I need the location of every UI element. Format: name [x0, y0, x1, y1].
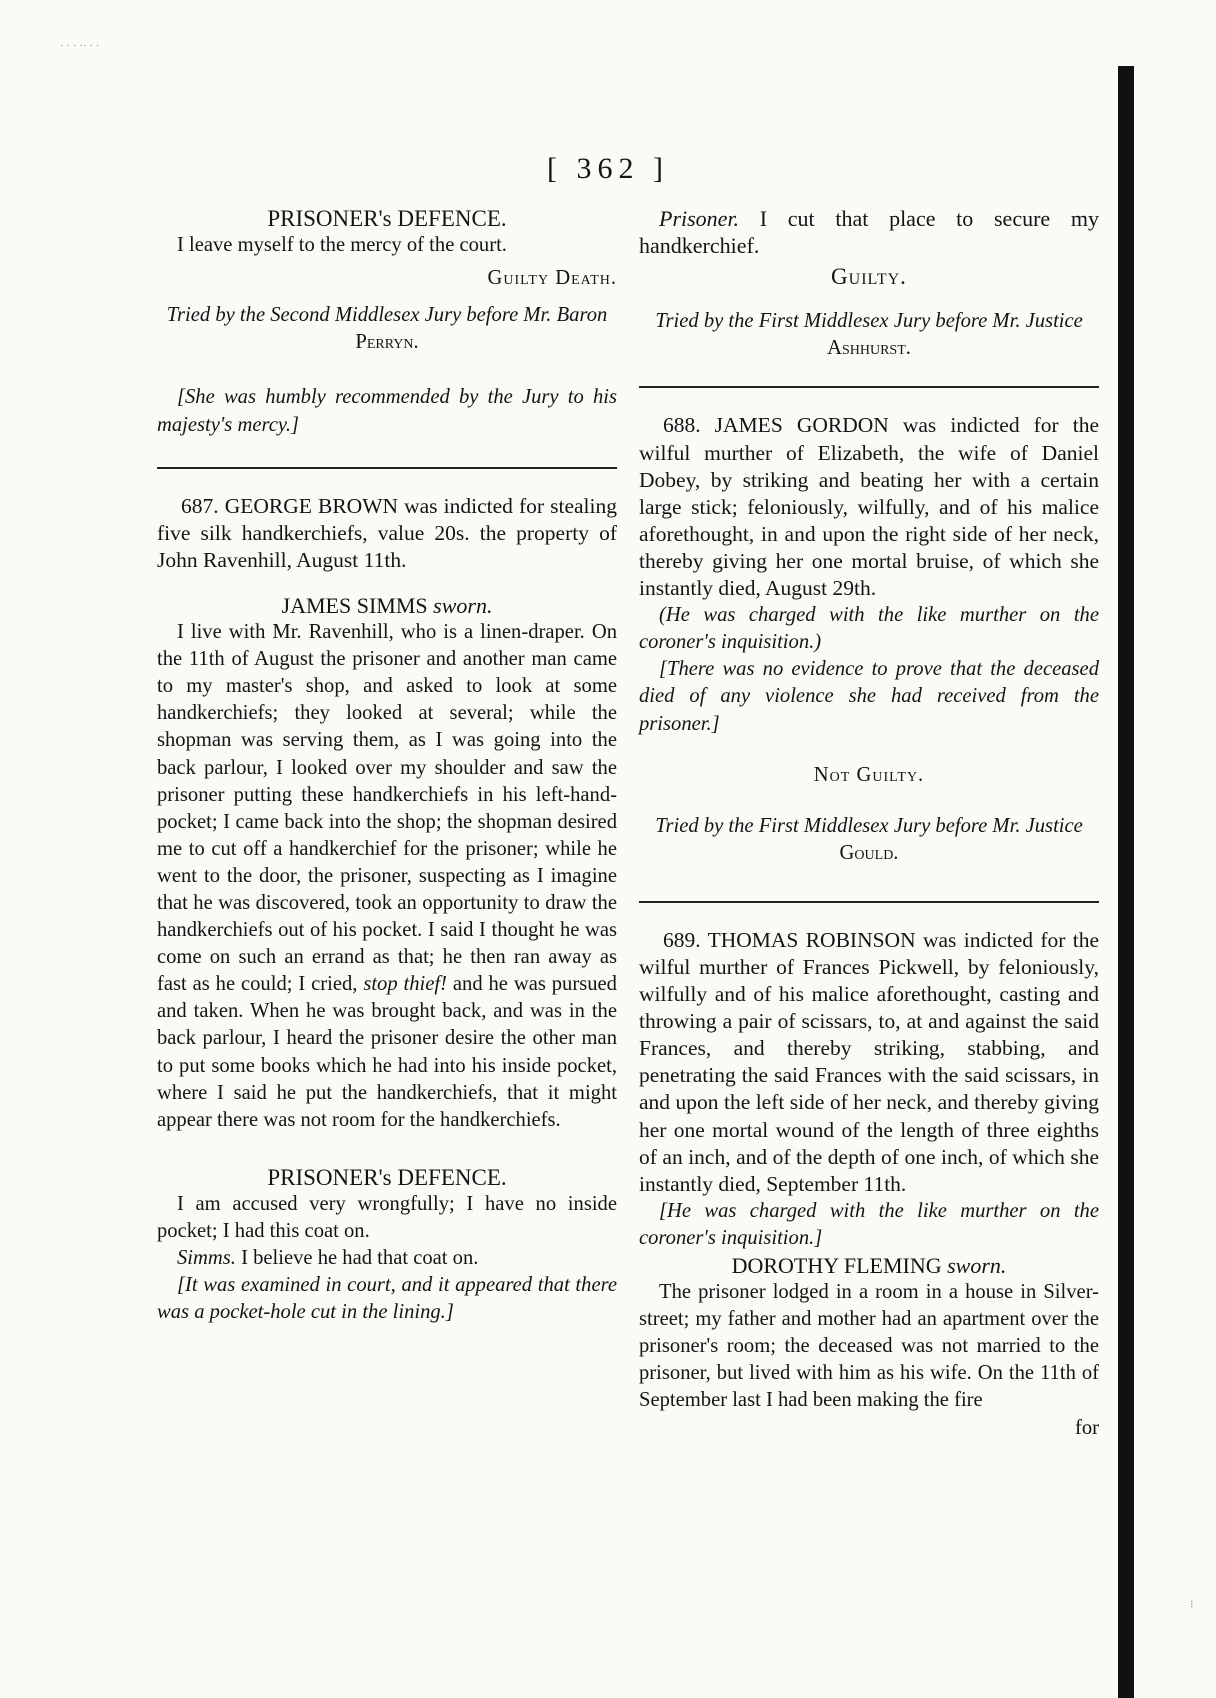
- section-divider: [157, 467, 617, 469]
- trial-note-prefix: Tried by the First Middlesex Jury before Mr.: [655, 310, 1021, 333]
- case-687-text: was indicted for stealing five silk handkerchiefs, value 20s. the property of John Ravenhill, August 11th.: [157, 493, 618, 572]
- trial-note-title: Justice: [1025, 310, 1083, 333]
- prisoner-defence-heading: PRISONER's DEFENCE.: [267, 206, 507, 231]
- trial-note-title: Justice: [1025, 814, 1083, 837]
- witness-sworn: sworn.: [433, 592, 493, 618]
- testimony-part-1: I live with Mr. Ravenhill, who is a linen-draper. On the 11th of August the prisoner and another man came to my master's shop, and asked to look at some handkerchiefs; they looked at several; while the shopman was serving them, as I was going into the back parlour, I looked over my shoulder and saw the prisoner putting these handkerchiefs in his left-hand-pocket; I came back into the shop; the shopman desired me to cut off a handkerchief for the prisoner; while he went to the door, the prisoner, suspecting as I imagine that he was discovered, took an opportunity to draw the handkerchiefs out of his pocket. I said I thought he was come on such an errand as that; he then ran away as fast as he could; I cried,: [157, 621, 617, 996]
- court-examination-note: [It was examined in court, and it appeared that there was a pocket-hole cut in the lining.]: [157, 1274, 617, 1324]
- case-687-entry: [157, 493, 617, 574]
- witness-heading: [639, 1252, 1099, 1279]
- trial-note: [639, 813, 1099, 867]
- case-689-entry: [639, 927, 1099, 1198]
- prisoner-statement: [639, 205, 1099, 259]
- prisoner-statement-text: I cut that place to secure my handkerchief.: [639, 206, 1099, 259]
- witness-name: DOROTHY FLEMING: [731, 1253, 942, 1278]
- coroner-note-2: [He was charged with the like murther on the coroner's inquisition.]: [639, 1199, 1099, 1249]
- verdict-guilty: Guilty.: [831, 264, 907, 290]
- simms-reply-text: I believe he had that coat on.: [241, 1247, 479, 1270]
- case-688-heading: 688. JAMES GORDON: [663, 413, 889, 438]
- evidence-note: [There was no evidence to prove that the deceased died of any violence she had received from the prisoner.]: [639, 658, 1099, 735]
- trial-note-prefix: Tried by the Second Middlesex Jury before Mr.: [166, 304, 552, 327]
- testimony-cry: stop thief!: [363, 973, 447, 996]
- catchword: for: [1074, 1416, 1099, 1439]
- witness-heading: [157, 592, 617, 619]
- case-689-heading: 689. THOMAS ROBINSON: [663, 927, 916, 952]
- case-688-text: was indicted for the wilful murther of Elizabeth, the wife of Daniel Dobey, by striking and beating her with a certain large stick; feloniously, wilfully, and of his malice aforethought, in and upon the right side of her neck, thereby giving her one mortal bruise, of which she instantly died, August 29th.: [639, 413, 1100, 601]
- scan-speck: ⁝: [1190, 1599, 1194, 1611]
- binding-edge-shadow: [1118, 66, 1134, 1698]
- section-divider: [639, 386, 1099, 388]
- witness-testimony: [157, 619, 617, 1134]
- section-divider: [639, 901, 1099, 903]
- right-column: [639, 205, 1099, 1442]
- speaker-label: Simms.: [177, 1247, 236, 1270]
- trial-note-title: Baron: [556, 304, 608, 327]
- trial-note-prefix: Tried by the First Middlesex Jury before Mr.: [655, 814, 1021, 837]
- witness-sworn: sworn.: [947, 1253, 1007, 1278]
- speaker-label: Prisoner.: [659, 206, 740, 231]
- defence-statement: I leave myself to the mercy of the court.: [177, 234, 507, 257]
- judge-name: Ashhurst.: [827, 337, 911, 360]
- case-689-text: was indicted for the wilful murther of Frances Pickwell, by feloniously, wilfully and of his malice aforethought, casting and throwing a pair of scissars, to, at and against the said Frances, and thereby striking, stabbing, and penetrating the said Frances with the said scissars, in and upon the left side of her neck, and thereby giving her one mortal wound of the length of three eighths of an inch, and of the depth of one inch, of which she instantly died, September 11th.: [639, 927, 1099, 1196]
- simms-reply: [157, 1245, 617, 1272]
- trial-note: [157, 302, 617, 356]
- page-number: [ 362 ]: [547, 152, 669, 185]
- scan-speck: · · · ·· · ·: [60, 40, 100, 52]
- case-687-heading: 687. GEORGE BROWN: [181, 493, 399, 518]
- mercy-recommendation: [She was humbly recommended by the Jury to his majesty's mercy.]: [157, 386, 617, 436]
- verdict-guilty-death: Guilty Death.: [487, 267, 617, 290]
- fleming-testimony: The prisoner lodged in a room in a house in Silver-street; my father and mother had an apartment over the prisoner's room; the deceased was not married to the prisoner, but lived with him as his wife. On the 11th of September last I had been making the fire: [639, 1281, 1099, 1412]
- judge-name: Gould.: [839, 841, 899, 864]
- prisoner-defence-heading-2: PRISONER's DEFENCE.: [267, 1164, 507, 1190]
- defence-statement-2: I am accused very wrongfully; I have no inside pocket; I had this coat on.: [157, 1192, 617, 1242]
- testimony-part-2: and he was pursued and taken. When he was brought back, and was in the back parlour, I heard the prisoner desire the other man to put some books which he had into his inside pocket, where I said he put the handkerchiefs, that it might appear there was not room for the handkerchiefs.: [157, 973, 617, 1131]
- witness-name: JAMES SIMMS: [281, 592, 428, 618]
- trial-note: [639, 308, 1099, 362]
- judge-name: Perryn.: [355, 331, 419, 354]
- case-688-entry: [639, 412, 1099, 602]
- coroner-note: (He was charged with the like murther on the coroner's inquisition.): [639, 604, 1099, 654]
- verdict-not-guilty: Not Guilty.: [813, 763, 925, 786]
- left-column: [157, 205, 617, 1326]
